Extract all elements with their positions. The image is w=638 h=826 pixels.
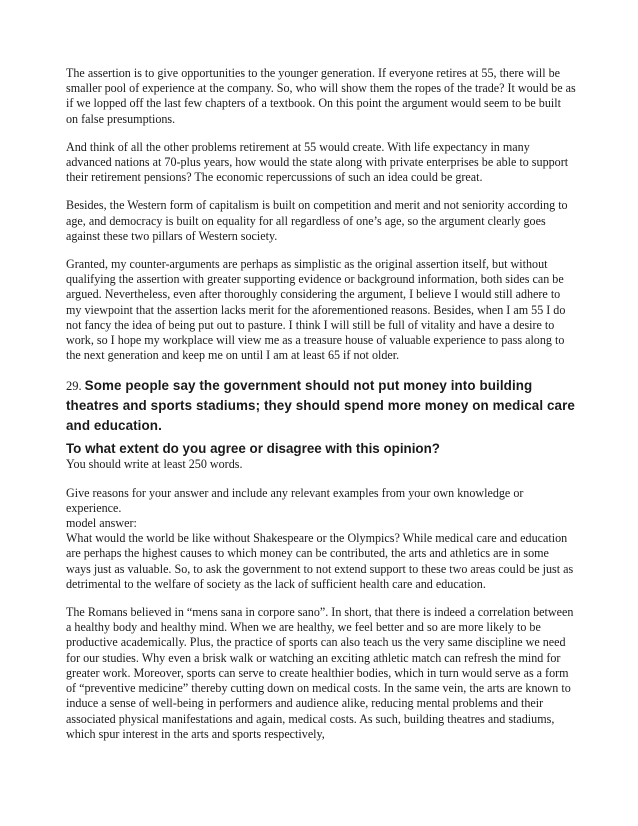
paragraph-western-capitalism: Besides, the Western form of capitalism is built on competition and merit and not seniority according to age, and democracy is built on equality for all regardless of one’s age, so the argument clearly goes against these two pillars of Western society. xyxy=(66,198,568,243)
paragraph-romans: The Romans believed in “mens sana in corpore sano”. In short, that there is indeed a correlation between a healthy body and healthy mind. When we are healthy, we feel better and so are more likely to be productive academically. Plus, the practice of sports can also teach us the very same discipline we need for our studies. Why even a brisk walk or watching an exciting athletic match can refresh the mind for greater work. Moreover, sports can serve to create healthier bodies, which in turn would serve as a form of “preventive medicine” thereby cutting down on medical costs. In the same vein, the arts are known to induce a sense of well-being in performers and audience alike, reducing mental problems and their associated physical manifestations and again, medical costs. As such, building theatres and stadiums, which spur interest in the arts and sports respectively, xyxy=(66,605,574,741)
document-page xyxy=(66,66,576,755)
paragraph-retirement-problems: And think of all the other problems retirement at 55 would create. With life expectancy in many advanced nations at 70-plus years, how would the state along with private enterprises be able to support their retirement pensions? The economic repercussions of such an idea could be great. xyxy=(66,139,569,185)
paragraph-counter-arguments: Granted, my counter-arguments are perhaps as simplistic as the original assertion itself, but without qualifying the assertion with greater supporting evidence or background information, both sides can be argued. Nevertheless, even after thoroughly considering the argument, I believe I would still adhere to my viewpoint that the assertion lacks merit for the aforementioned reasons. Besides, when I am 55 I do not fancy the idea of being put out to pasture. I think I will still be full of vitality and have a desire to work, so I hope my workplace will view me as a treasure house of valuable experience to pass along to the next generation and keep me on until I am at least 65 if not older. xyxy=(66,257,566,363)
question-title: Some people say the government should not put money into building theatres and sports stadiums; they should spend more money on medical care and education. xyxy=(66,378,575,434)
word-count-instruction: You should write at least 250 words. xyxy=(66,457,243,472)
answer-intro: What would the world be like without Shakespeare or the Olympics? While medical care and education are perhaps the highest causes to which money can be contributed, the arts and athletics are in some ways just as valuable. So, to ask the government to not extend support to these two areas could be just as detrimental to the welfare of society as the lack of sufficient health care and education. xyxy=(66,531,574,591)
question-heading xyxy=(66,376,576,472)
question-number: 29. xyxy=(66,379,82,394)
question-prompt: To what extent do you agree or disagree with this opinion? xyxy=(66,441,440,457)
model-answer-label: model answer: xyxy=(66,516,137,531)
instructions-text: Give reasons for your answer and include any relevant examples from your own knowledge or experience. xyxy=(66,485,524,515)
paragraph-assertion: The assertion is to give opportunities to the younger generation. If everyone retires at 55, there will be smaller pool of experience at the company. So, who will show them the ropes of the trade? It would be as if we lopped off the last few chapters of a textbook. On this point the argument would seem to be built on false presumptions. xyxy=(66,66,576,126)
